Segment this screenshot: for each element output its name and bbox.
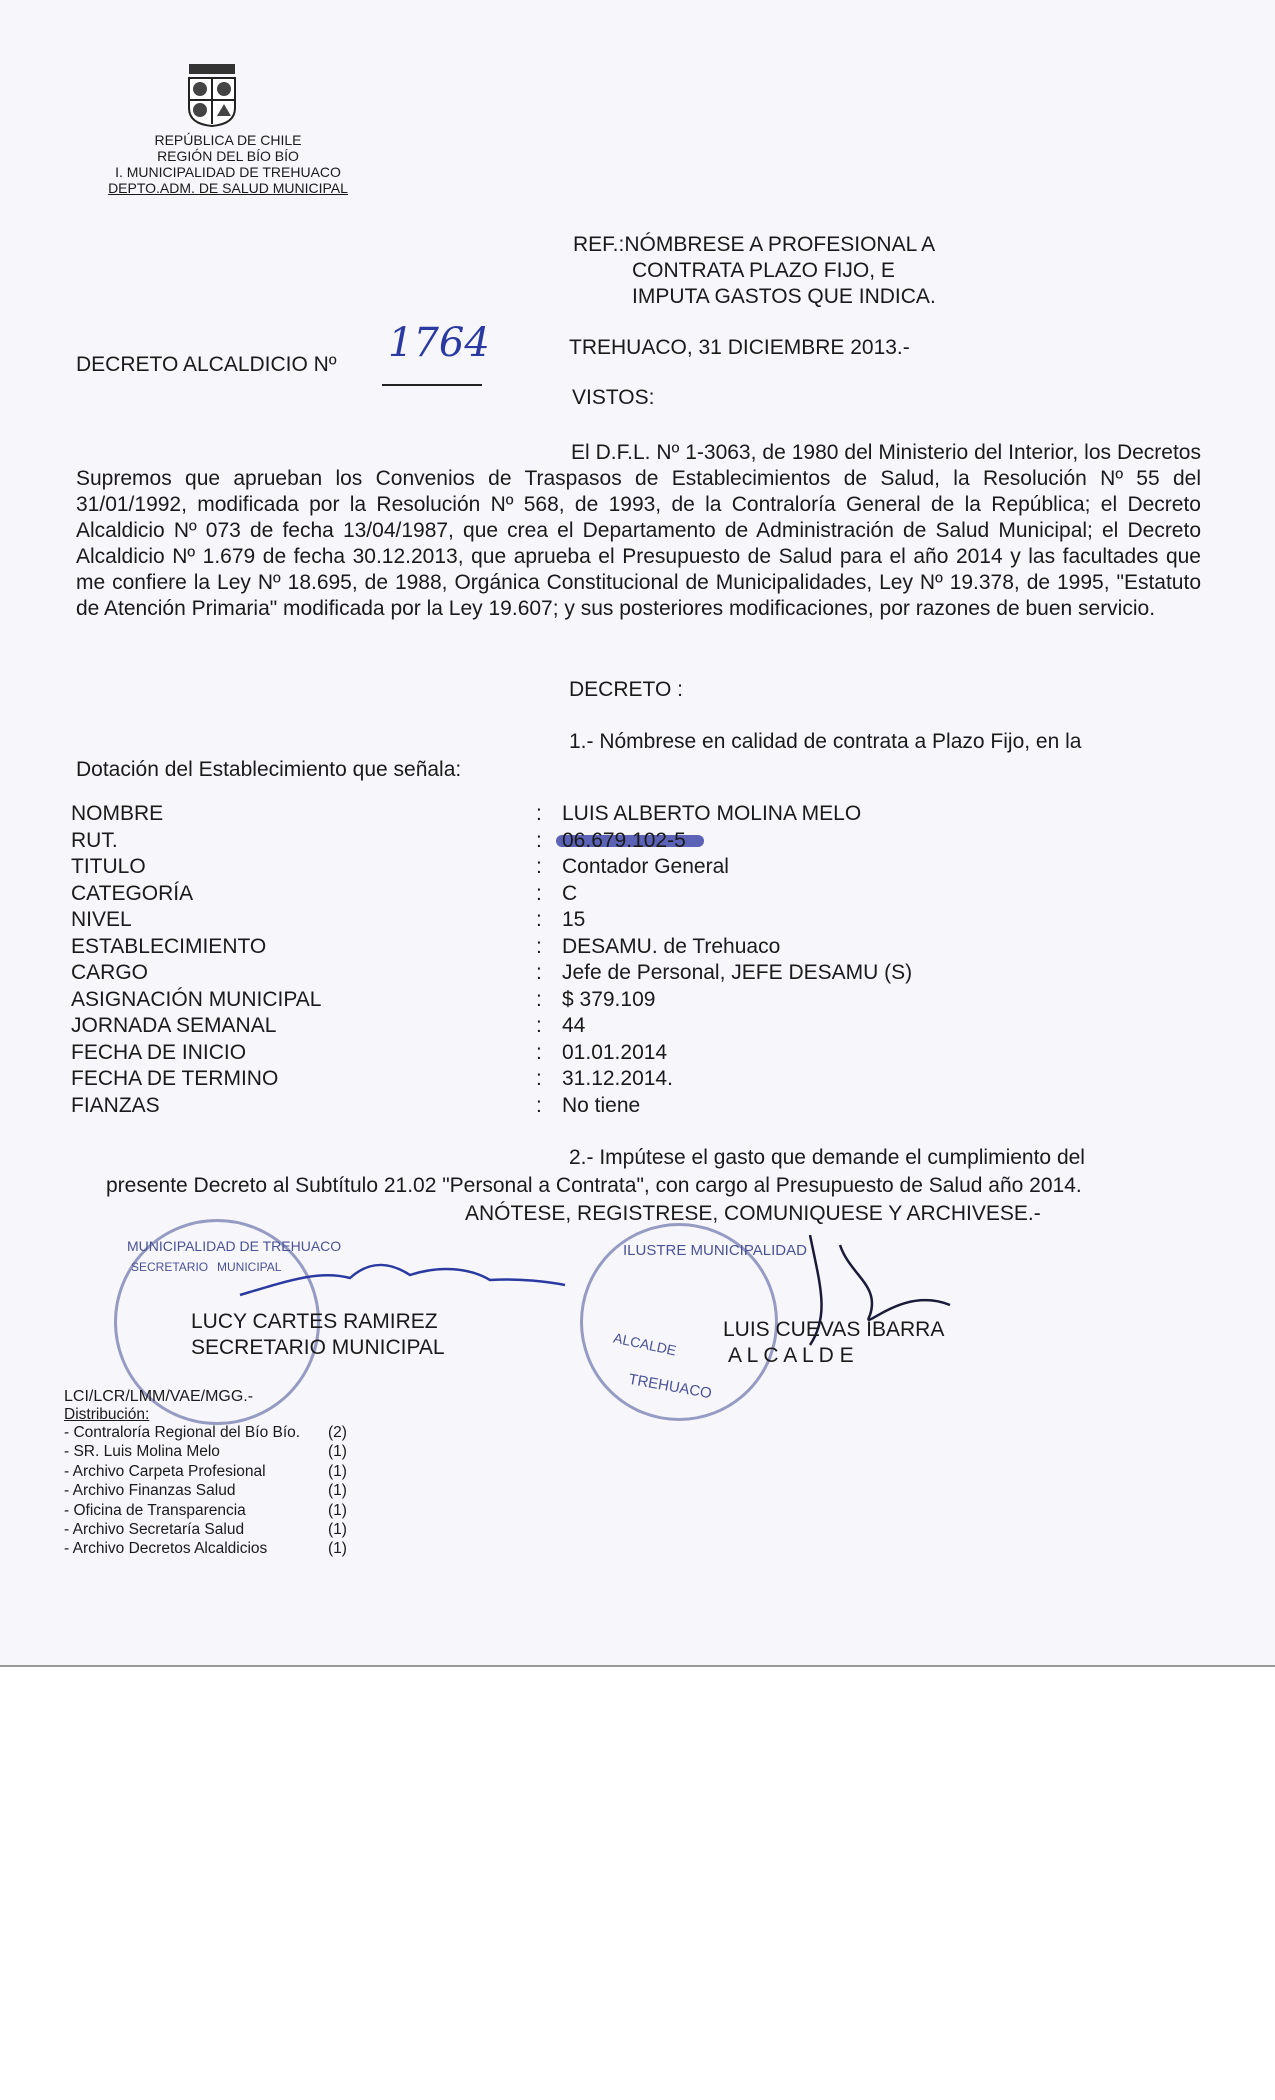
field-value: 31.12.2014. (562, 1067, 673, 1090)
ref-line: CONTRATA PLAZO FIJO, E (632, 259, 895, 282)
distribution-copies: (1) (328, 1462, 347, 1480)
field-label: CATEGORÍA (71, 881, 194, 905)
coat-of-arms-logo (183, 62, 241, 128)
header-line: I. MUNICIPALIDAD DE TREHUACO (115, 164, 341, 180)
distribution-item (64, 1540, 347, 1558)
field-label: FECHA DE TERMINO (71, 1067, 279, 1090)
distribution-recipient: - SR. Luis Molina Melo (64, 1443, 220, 1461)
distribution-copies: (1) (328, 1521, 347, 1538)
field-label: ESTABLECIMIENTO (71, 934, 267, 958)
field-label: RUT. (71, 828, 118, 852)
field-label: NOMBRE (71, 802, 164, 825)
field-colon: : (536, 987, 542, 1011)
item-1: 1.- Nómbrese en calidad de contrata a Plazo Fijo, en la (569, 730, 1082, 753)
decree-label: DECRETO ALCALDICIO Nº (76, 353, 337, 376)
field-label: JORNADA SEMANAL (71, 1014, 277, 1037)
field-value: Jefe de Personal, JEFE DESAMU (S) (562, 961, 913, 984)
field-value: No tiene (562, 1093, 641, 1117)
item-2: 2.- Impútese el gasto que demande el cumplimiento del (569, 1146, 1085, 1169)
distribution-item (64, 1501, 347, 1520)
secretary-title: SECRETARIO MUNICIPAL (191, 1336, 445, 1359)
field-label: FECHA DE INICIO (71, 1040, 247, 1064)
distribution-recipient: - Archivo Secretaría Salud (64, 1521, 245, 1538)
field-value: C (562, 881, 578, 905)
distribution-copies: (1) (328, 1540, 347, 1558)
distribution-copies: (1) (328, 1443, 347, 1461)
stamp-text: MUNICIPALIDAD DE TREHUACO (127, 1238, 342, 1254)
item-1-continuation: Dotación del Establecimiento que señala: (76, 758, 462, 781)
field-colon: : (536, 1067, 542, 1090)
field-value (562, 829, 686, 853)
field-colon: : (536, 908, 542, 931)
field-colon: : (536, 828, 542, 852)
distribution-item (64, 1443, 347, 1461)
vistos-heading: VISTOS: (572, 386, 655, 409)
field-label: TITULO (71, 855, 146, 878)
initials: LCI/LCR/LMM/VAE/MGG.- (64, 1388, 254, 1405)
place-date: TREHUACO, 31 DICIEMBRE 2013.- (569, 336, 910, 359)
field-colon: : (536, 934, 542, 958)
field-value-text: 06.679.102-5 (562, 828, 686, 852)
stamp-text: SECRETARIO (131, 1260, 209, 1274)
distribution-title: Distribución: (64, 1406, 150, 1423)
secretary-signature (230, 1250, 570, 1310)
distribution-copies: (2) (328, 1424, 347, 1441)
secretary-name: LUCY CARTES RAMIREZ (191, 1310, 438, 1333)
mayor-title: A L C A L D E (728, 1344, 854, 1367)
field-label: FIANZAS (71, 1093, 160, 1117)
decree-number-handwritten: 1764 (388, 320, 490, 366)
header-line: REGIÓN DEL BÍO BÍO (157, 148, 299, 164)
header-line: DEPTO.ADM. DE SALUD MUNICIPAL (108, 180, 348, 196)
distribution-item (64, 1424, 347, 1442)
distribution-recipient: - Archivo Carpeta Profesional (64, 1462, 266, 1480)
item-2-continuation: presente Decreto al Subtítulo 21.02 "Personal a Contrata", con cargo al Presupuesto de Salud año 2014. (106, 1174, 1082, 1197)
field-label: ASIGNACIÓN MUNICIPAL (71, 987, 322, 1011)
decreto-heading: DECRETO : (569, 678, 683, 701)
field-value: $ 379.109 (562, 987, 656, 1011)
field-label: NIVEL (71, 908, 132, 931)
field-colon: : (536, 1093, 542, 1117)
ref-line: IMPUTA GASTOS QUE INDICA. (632, 285, 936, 308)
field-colon: : (536, 1040, 542, 1064)
field-value: LUIS ALBERTO MOLINA MELO (562, 802, 862, 825)
stamp-text: MUNICIPAL (217, 1260, 282, 1274)
distribution-recipient: - Archivo Decretos Alcaldicios (64, 1540, 268, 1558)
distribution-recipient: - Contraloría Regional del Bío Bío. (64, 1424, 301, 1441)
field-colon: : (536, 961, 542, 984)
mayor-name: LUIS CUEVAS IBARRA (723, 1318, 945, 1341)
distribution-copies: (1) (328, 1482, 347, 1500)
field-colon: : (536, 1014, 542, 1037)
distribution-item (64, 1482, 347, 1500)
field-colon: : (536, 855, 542, 878)
vistos-paragraph: El D.F.L. Nº 1-3063, de 1980 del Ministerio del Interior, los Decretos Supremos que aprueban los Convenios de Traspasos de Establecimientos de Salud, la Resolución Nº 55 del 31/01/1992, modificada por la Resolución Nº 568, de 1993, de la Contraloría General de la República; el Decreto Alcaldicio Nº 073 de fecha 13/04/1987, que crea el Departamento de Administración de Salud Municipal; el Decreto Alcaldicio Nº 1.679 de fecha 30.12.2013, que aprueba el Presupuesto de Salud para el año 2014 y las facultades que me confiere la Ley Nº 18.695, de 1988, Orgánica Constitucional de Municipalidades, Ley Nº 19.378, de 1995, "Estatuto de Atención Primaria" modificada por la Ley 19.607; y sus posteriores modificaciones, por razones de buen servicio. (76, 441, 1201, 620)
distribution-item (64, 1521, 347, 1539)
distribution-copies: (1) (328, 1501, 347, 1519)
field-colon: : (536, 802, 542, 825)
field-value: 44 (562, 1014, 586, 1037)
field-value: DESAMU. de Trehuaco (562, 934, 781, 958)
field-value: 15 (562, 908, 586, 931)
header-line: REPÚBLICA DE CHILE (154, 132, 302, 148)
stamp-text: ALCALDE (612, 1329, 678, 1359)
field-value: 01.01.2014 (562, 1040, 668, 1064)
distribution-item (64, 1462, 347, 1481)
field-label: CARGO (71, 961, 149, 984)
stamp-text: TREHUACO (627, 1370, 714, 1403)
field-value: Contador General (562, 855, 729, 878)
closing-formula: ANÓTESE, REGISTRESE, COMUNIQUESE Y ARCHIVESE.- (465, 1202, 1041, 1225)
distribution-recipient: - Oficina de Transparencia (64, 1501, 246, 1519)
field-colon: : (536, 881, 542, 905)
ref-line: REF.:NÓMBRESE A PROFESIONAL A (573, 233, 936, 256)
distribution-recipient: - Archivo Finanzas Salud (64, 1482, 236, 1500)
stamp-text: ILUSTRE MUNICIPALIDAD (623, 1242, 807, 1259)
